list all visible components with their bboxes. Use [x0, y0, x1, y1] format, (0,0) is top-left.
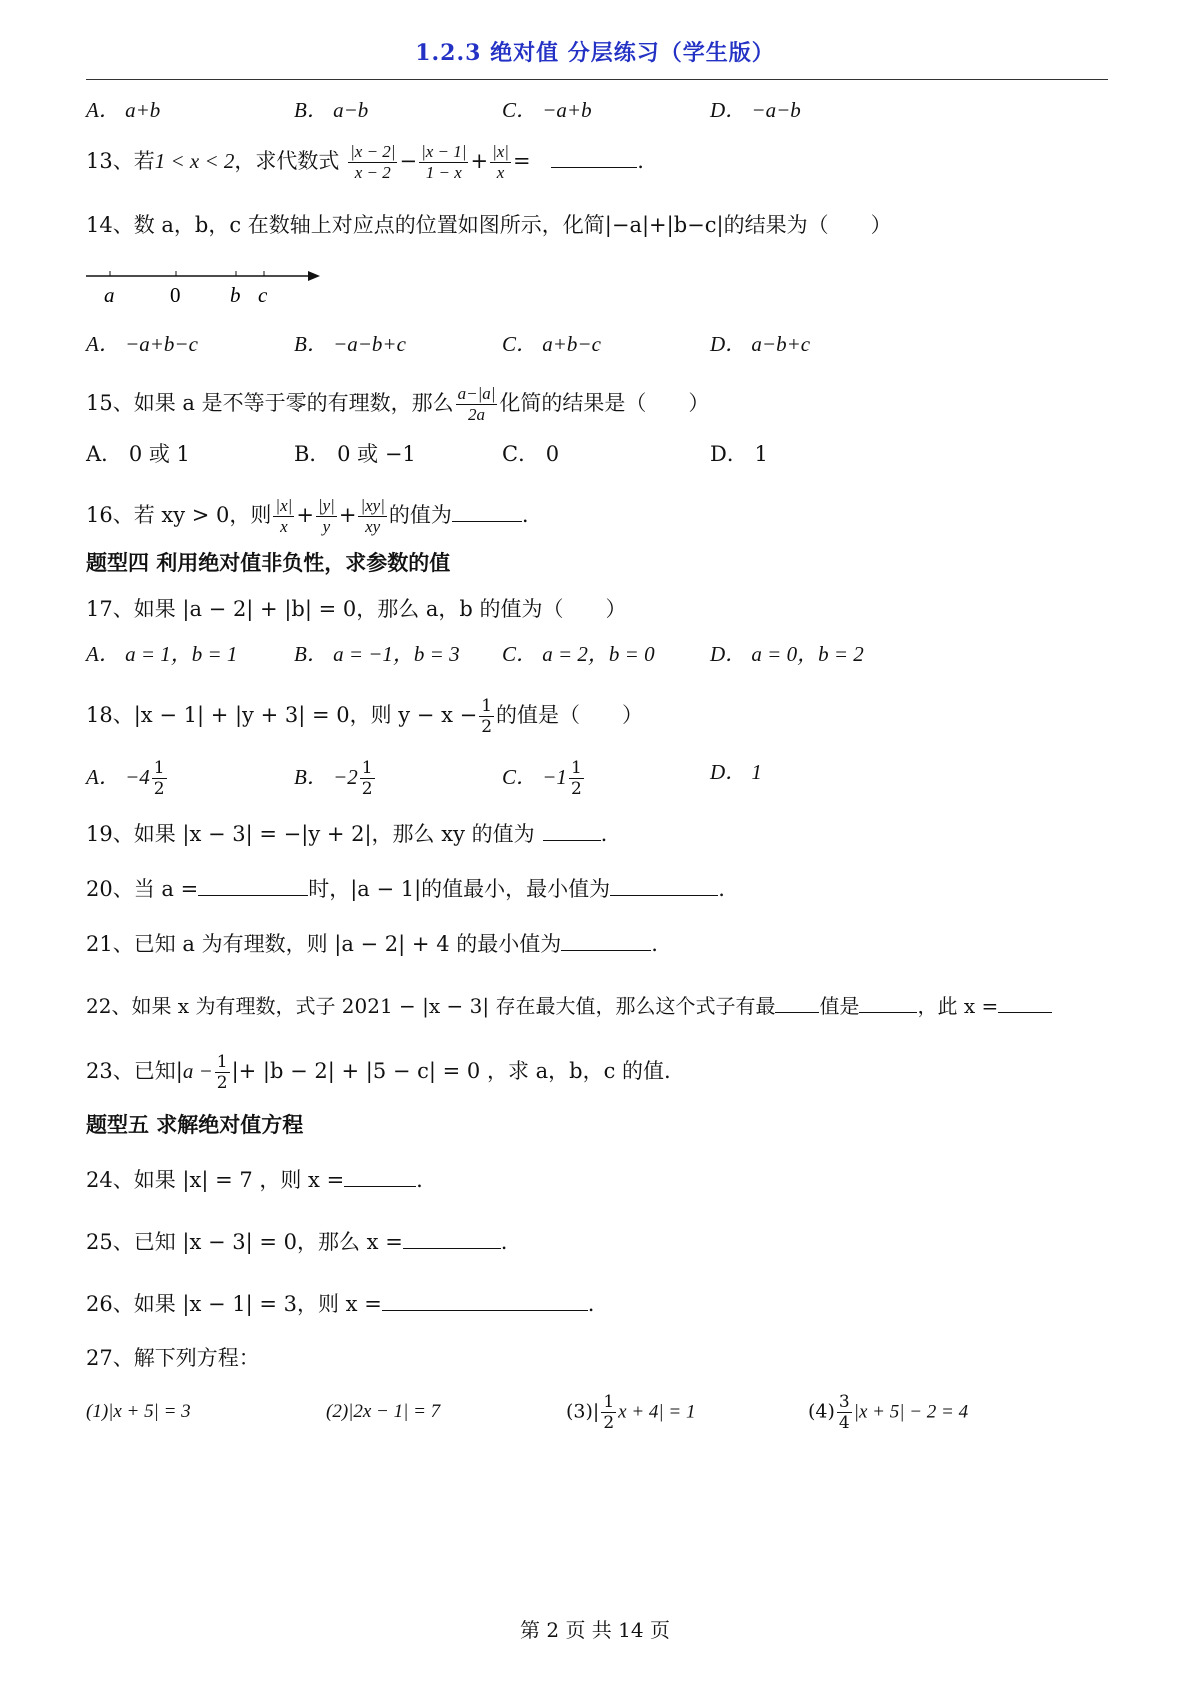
q15-suffix: 化简的结果是（ ）: [499, 391, 710, 415]
q23-inner: a −: [182, 1059, 213, 1083]
q18-numerator: 1: [481, 696, 493, 716]
q18-option-d-text: D． 1: [710, 760, 762, 784]
q16-answer-blank: [452, 501, 522, 522]
q15-prefix: 15、如果 a 是不等于零的有理数，那么: [86, 391, 454, 415]
q27-p4-denominator: 4: [838, 1413, 850, 1433]
q23-suffix: + |b − 2| + |5 − c| = 0 ，求 a，b，c 的值.: [238, 1059, 671, 1083]
q16-op2: +: [338, 503, 357, 527]
q13-equals: =: [512, 149, 531, 173]
q24-answer-blank: [344, 1166, 416, 1187]
q27-p3-rest: x + 4| = 1: [618, 1401, 696, 1423]
q27-p3-fraction: [601, 1392, 616, 1433]
q15-option-d: D． 1: [710, 442, 768, 466]
q18-option-a-half: [152, 758, 167, 799]
q20-blank-2: [610, 875, 718, 896]
page-title: 1.2.3 绝对值 分层练习（学生版）: [415, 40, 775, 66]
label-c: c: [258, 283, 268, 307]
q16-fraction-2: [316, 496, 337, 537]
q16-f1-denominator: x: [280, 517, 288, 536]
q13-condition: 1 < x < 2: [154, 149, 235, 173]
q22-blank-2: [859, 992, 917, 1013]
q27-p4-label: (4): [808, 1400, 835, 1423]
q26-answer-blank: [382, 1290, 588, 1311]
question-27: 27、解下列方程：: [86, 1346, 260, 1370]
q22-c: ，此 x =: [917, 994, 999, 1018]
q27-p4-numerator: 3: [838, 1392, 850, 1412]
number-line-arrow-icon: [308, 271, 320, 281]
q20-end: .: [718, 877, 725, 901]
q24-end: .: [416, 1168, 423, 1192]
q18-option-a: [86, 758, 169, 799]
q13-fraction-3: [490, 142, 511, 183]
q22-b: 值是: [819, 994, 860, 1018]
q27-p4-rest: |x + 5| − 2 = 4: [853, 1401, 969, 1423]
q27-part-1: (1)|x + 5| = 3: [86, 1401, 191, 1422]
q13-f2-denominator: 1 − x: [425, 163, 462, 182]
q18-option-b-text: B． −2: [294, 765, 358, 789]
q18-c-half-n: 1: [570, 758, 582, 778]
q14-option-b: B． −a−b+c: [294, 332, 406, 356]
q17-option-a: A． a = 1，b = 1: [86, 642, 238, 666]
question-23: 23、已知|a − $\frac{1}{2}$ |+ |b − 2| + |5 − c| = 0 ，求 a，b，c 的值.: [86, 1052, 671, 1093]
q18-option-c-half: [569, 758, 584, 799]
q19-end: .: [600, 822, 608, 846]
q13-fraction-1: [348, 142, 397, 183]
q16-fraction-3: [358, 496, 386, 537]
q16-f2-denominator: y: [322, 517, 331, 536]
q27-part-3: (3)| $\frac{1}{2}$ x + 4| = 1: [566, 1392, 696, 1433]
q13-op1: −: [399, 149, 418, 173]
q25-answer-blank: [403, 1228, 501, 1249]
q18-prefix: 18、|x − 1| + |y + 3| = 0，则 y − x −: [86, 703, 478, 727]
q18-b-half-d: 2: [361, 779, 373, 799]
q12-option-b: B． a−b: [294, 98, 369, 122]
q27-part-2: (2)|2x − 1| = 7: [326, 1401, 441, 1422]
question-26: [86, 1290, 594, 1318]
question-19: [86, 820, 607, 848]
q18-fraction: [479, 696, 494, 737]
q15-option-c: C． 0: [502, 442, 560, 466]
q18-a-half-n: 1: [153, 758, 165, 778]
q12-option-d: D． −a−b: [710, 98, 801, 122]
q16-suffix: 的值为: [388, 503, 452, 527]
q13-mid: ，求代数式: [234, 149, 340, 173]
q16-op1: +: [296, 503, 314, 527]
question-17: 17、如果 |a − 2| + |b| = 0，那么 a，b 的值为（ ）: [86, 597, 627, 621]
q23-fraction: [215, 1052, 230, 1093]
q19-text: 19、如果 |x − 3| = −|y + 2|，那么 xy 的值为: [86, 822, 535, 846]
question-22: [86, 992, 1052, 1020]
number-line-figure: [86, 262, 326, 308]
q18-c-half-d: 2: [570, 779, 582, 799]
q23-prefix: 23、已知: [86, 1059, 176, 1083]
q25-end: .: [500, 1230, 508, 1254]
q13-f2-numerator: |x − 1|: [421, 142, 467, 161]
q15-denominator: 2a: [468, 405, 485, 424]
question-16: [86, 496, 529, 537]
q13-answer-blank: [551, 147, 637, 168]
q24-text: 24、如果 |x| = 7 ，则 x =: [86, 1168, 345, 1192]
q22-blank-1: [775, 992, 819, 1013]
label-a: a: [104, 283, 115, 307]
q15-option-b: B． 0 或 −1: [294, 442, 416, 466]
q27-p4-fraction: [837, 1392, 852, 1433]
q18-denominator: 2: [481, 717, 493, 737]
q16-f2-numerator: |y|: [317, 496, 335, 515]
q13-prefix: 13、若: [86, 149, 155, 173]
q21-end: .: [651, 932, 658, 956]
header-divider: [86, 79, 1108, 80]
q20-blank-1: [198, 875, 308, 896]
q25-text: 25、已知 |x − 3| = 0，那么 x =: [86, 1230, 403, 1254]
q27-part-4: [808, 1392, 968, 1433]
q16-fraction-1: [273, 496, 294, 537]
q16-f1-numerator: |x|: [275, 496, 293, 515]
q15-numerator: a−|a|: [457, 384, 496, 403]
section-4-heading: 题型四 利用绝对值非负性，求参数的值: [86, 550, 451, 575]
question-15: [86, 384, 709, 425]
q18-option-b-half: [360, 758, 375, 799]
page-footer: 第 2 页 共 14 页: [520, 1618, 670, 1642]
q17-option-c: C． a = 2，b = 0: [502, 642, 655, 666]
q18-option-c-text: C． −1: [502, 765, 567, 789]
q22-blank-3: [998, 992, 1052, 1013]
q23-denominator: 2: [216, 1073, 228, 1093]
q17-option-d: D． a = 0，b = 2: [710, 642, 864, 666]
q27-p3-numerator: 1: [603, 1392, 615, 1412]
q21-text: 21、已知 a 为有理数，则 |a − 2| + 4 的最小值为: [86, 932, 562, 956]
q14-option-d: D． a−b+c: [710, 332, 811, 356]
q14-option-a: A． −a+b−c: [86, 332, 198, 356]
q15-fraction: [456, 384, 498, 425]
q23-numerator: 1: [216, 1052, 228, 1072]
q12-option-a: A． a+b: [86, 98, 161, 122]
q27-p3-label: (3): [566, 1400, 593, 1423]
q18-a-half-d: 2: [153, 779, 165, 799]
question-13: [86, 142, 644, 183]
question-20: [86, 875, 725, 903]
section-5-heading: 题型五 求解绝对值方程: [86, 1112, 304, 1137]
q16-f3-denominator: xy: [365, 517, 381, 536]
q13-op2: +: [470, 149, 489, 173]
label-b: b: [230, 283, 241, 307]
q27-p3-denominator: 2: [603, 1413, 615, 1433]
q22-a: 22、如果 x 为有理数，式子 2021 − |x − 3| 存在最大值，那么这个式子有最: [86, 994, 776, 1018]
q13-f3-denominator: x: [496, 163, 505, 182]
question-14: 14、数 a，b，c 在数轴上对应点的位置如图所示，化简|−a|+|b−c|的结果为（ ）: [86, 213, 892, 237]
q19-answer-blank: [543, 820, 601, 841]
q18-suffix: 的值是（ ）: [496, 703, 644, 727]
q15-option-a: A． 0 或 1: [86, 442, 190, 466]
q18-option-b: [294, 758, 377, 799]
q26-text: 26、如果 |x − 1| = 3，则 x =: [86, 1292, 382, 1316]
label-0: 0: [170, 283, 181, 307]
question-24: [86, 1166, 423, 1194]
q21-answer-blank: [561, 930, 651, 951]
q12-option-c: C． −a+b: [502, 98, 592, 122]
q16-prefix: 16、若 xy > 0，则: [86, 503, 272, 527]
question-21: [86, 930, 658, 958]
q13-fraction-2: [419, 142, 468, 183]
q16-end: .: [521, 503, 529, 527]
q20-a: 20、当 a =: [86, 877, 199, 901]
q17-option-b: B． a = −1，b = 3: [294, 642, 460, 666]
q14-option-c: C． a+b−c: [502, 332, 601, 356]
q13-end: .: [637, 149, 644, 173]
q18-option-c: [502, 758, 586, 799]
q26-end: .: [587, 1292, 595, 1316]
question-25: [86, 1228, 507, 1256]
q18-option-a-text: A． −4: [86, 765, 150, 789]
q13-f1-numerator: |x − 2|: [350, 142, 396, 161]
q18-b-half-n: 1: [361, 758, 373, 778]
q16-f3-numerator: |xy|: [360, 496, 385, 515]
q18-option-d: [710, 758, 762, 786]
question-18: [86, 696, 643, 737]
q20-b: 时，|a − 1|的值最小，最小值为: [308, 877, 611, 901]
q13-f3-numerator: |x|: [492, 142, 509, 161]
q13-f1-denominator: x − 2: [354, 163, 391, 182]
